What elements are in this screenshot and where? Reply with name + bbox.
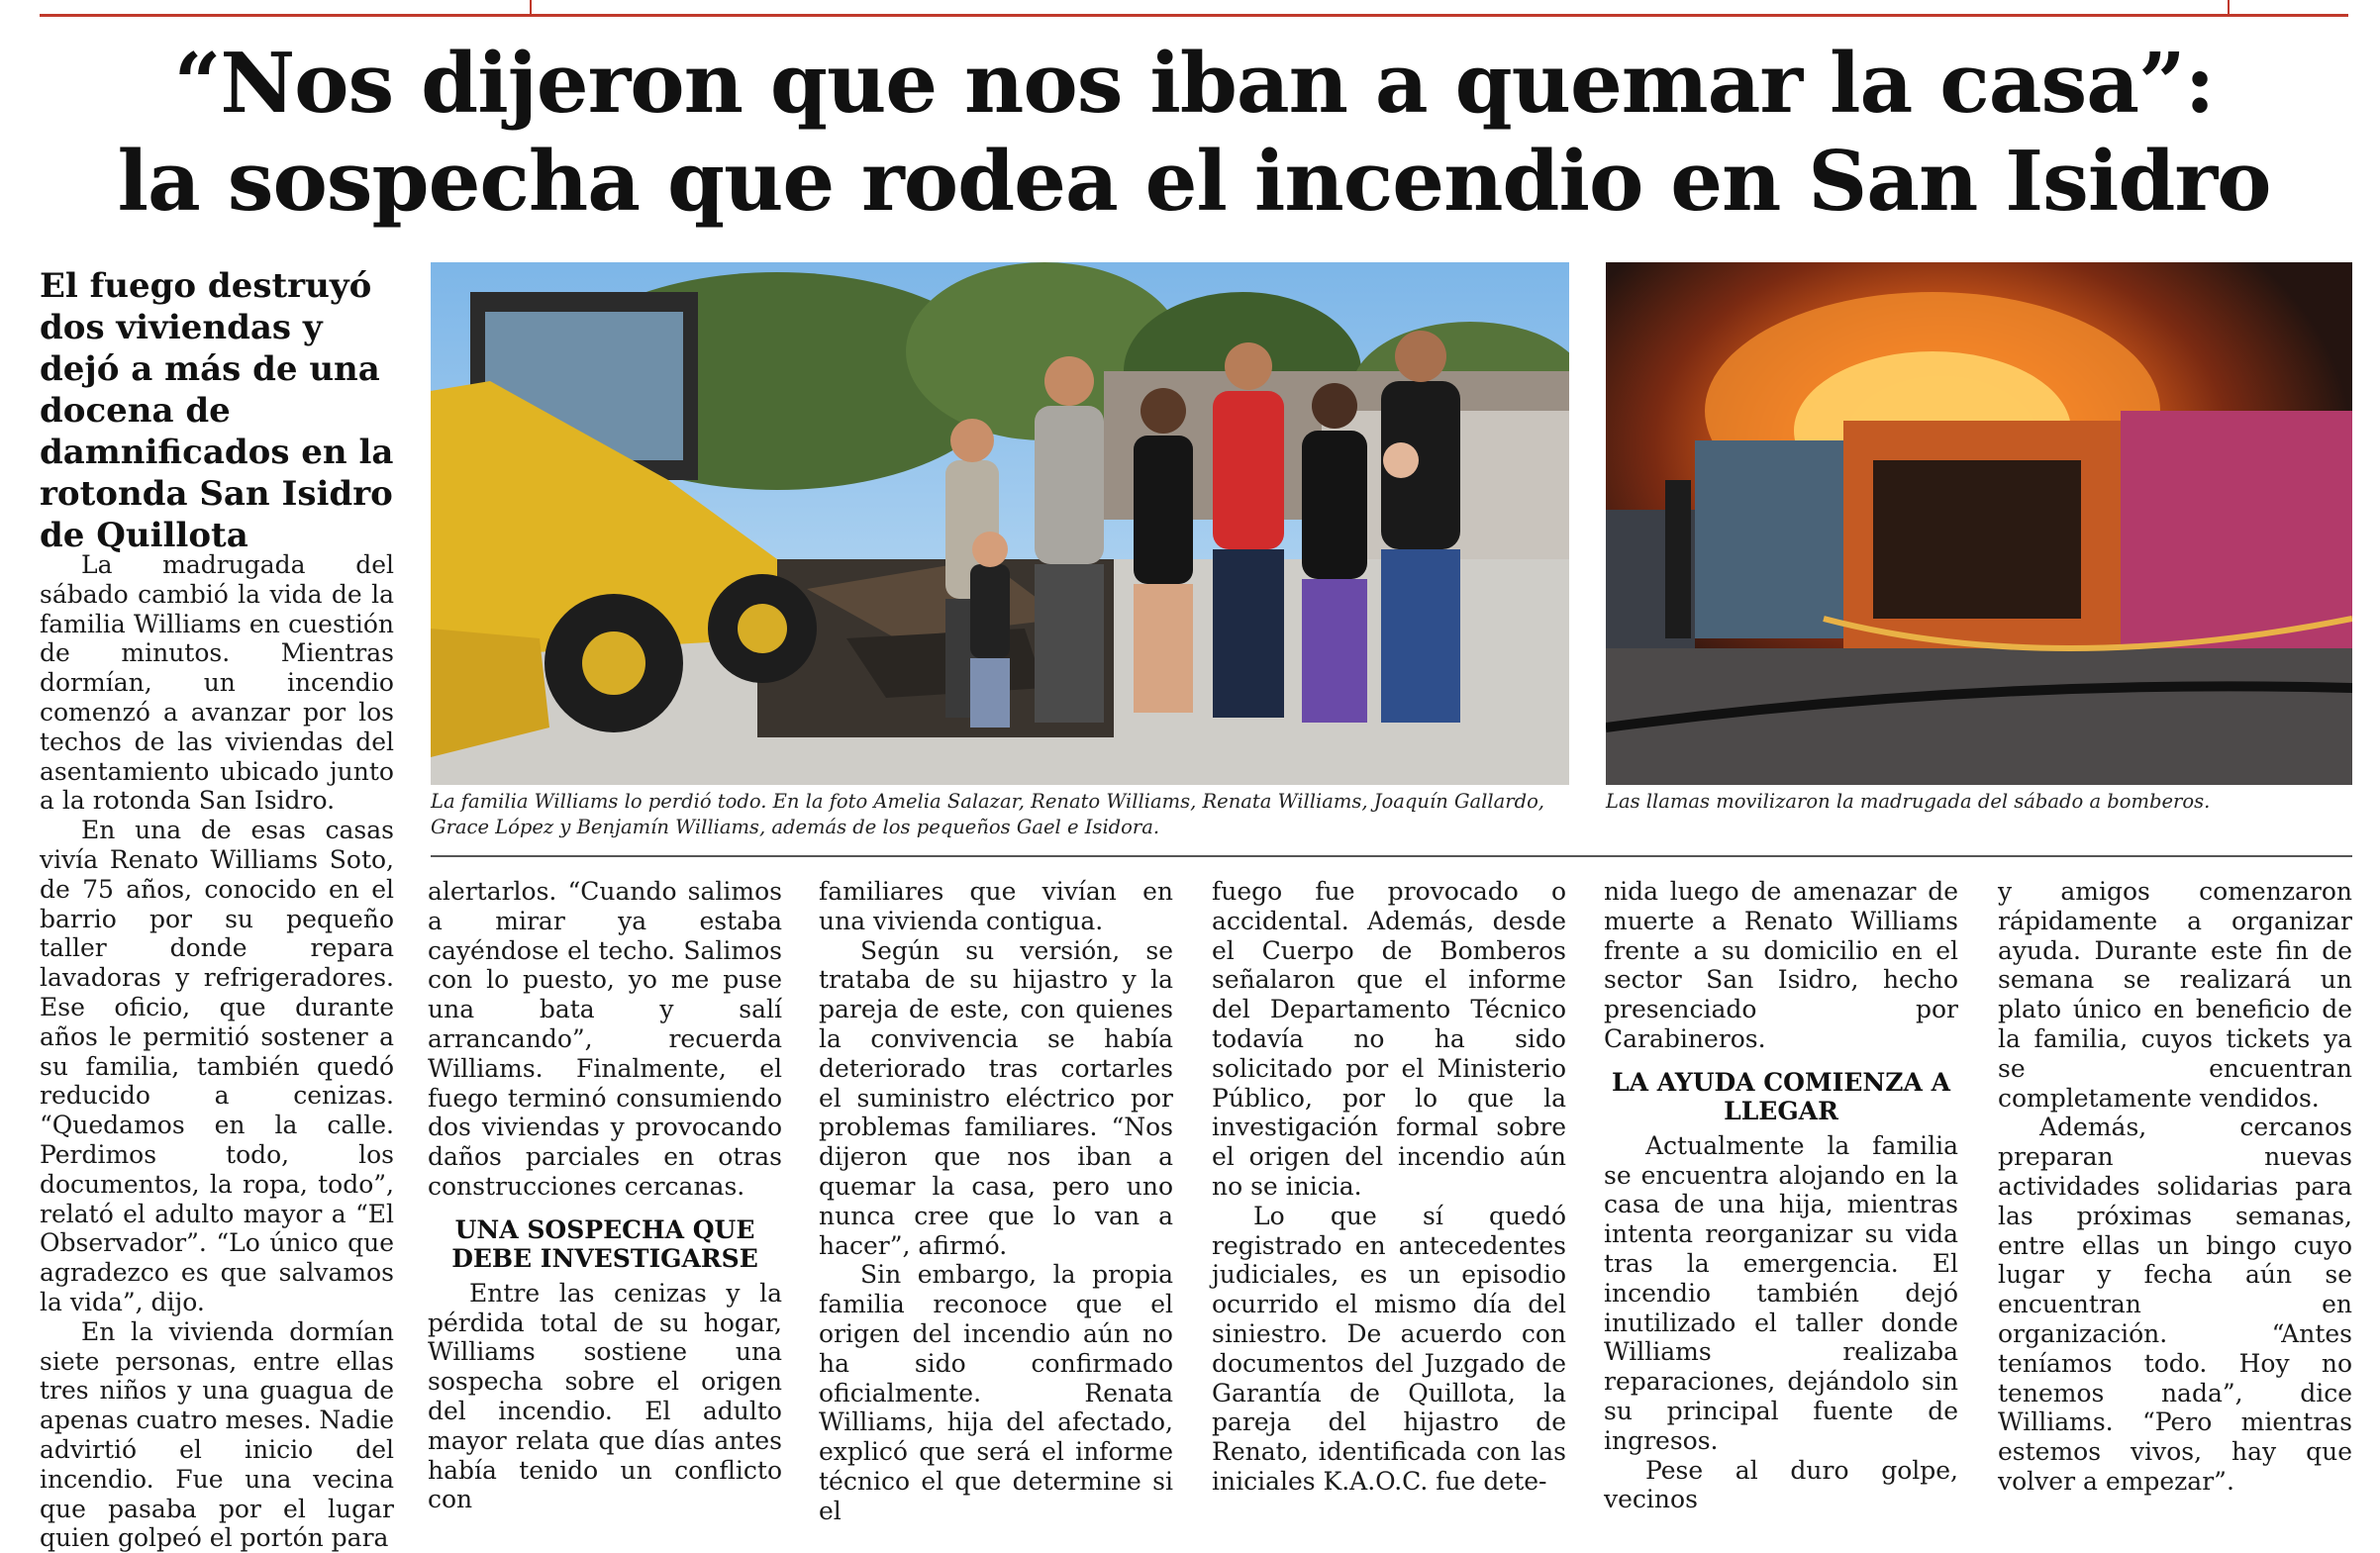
top-rule <box>40 0 2348 17</box>
article-column-2 <box>428 877 782 1514</box>
article-column-1 <box>40 550 394 1553</box>
subheadline: El fuego destruyó dos viviendas y dejó a más de una docena de damnificados en la rotonda San Isidro de Quillota <box>40 266 394 555</box>
paragraph: Pese al duro golpe, vecinos <box>1604 1455 1958 1514</box>
paragraph: alertarlos. “Cuando salimos a mirar ya estaba cayéndose el techo. Salimos con lo puesto, yo me puse una bata y salí arrancando”, recuerda Williams. Finalmente, el fuego terminó consumiendo dos viviendas y provocando daños parciales en otras construcciones cercanas. <box>428 877 782 1201</box>
headline-line-2: la sospecha que rodea el incendio en San Isidro <box>117 133 2271 230</box>
article-column-3 <box>819 877 1173 1526</box>
paragraph: En una de esas casas vivía Renato Williams Soto, de 75 años, conocido en el barrio por su pequeño taller donde repara lavadoras y refrigeradores. Ese oficio, que durante años le permitió sostener a su familia, también quedó reducido a cenizas. “Quedamos en la calle. Perdimos todo, los documentos, la ropa, todo”, relató el adulto mayor a “El Observador”. “Lo único que agradezco es que salvamos la vida”, dijo. <box>40 816 394 1316</box>
section-heading: UNA SOSPECHA QUE DEBE INVESTIGARSE <box>451 1214 758 1273</box>
fire-photo-caption: Las llamas movilizaron la madrugada del sábado a bomberos. <box>1606 790 2211 813</box>
family-photo <box>431 262 1569 785</box>
headline-line-1: “Nos dijeron que nos iban a quemar la casa”: <box>173 35 2215 132</box>
paragraph: nida luego de amenazar de muerte a Renato Williams frente a su domicilio en el sector San Isidro, hecho presenciado por Carabineros. <box>1604 877 1958 1053</box>
fire-photo <box>1606 262 2352 785</box>
section-heading: LA AYUDA COMIENZA A LLEGAR <box>1612 1067 1950 1125</box>
article-column-6 <box>1998 877 2352 1497</box>
paragraph: La madrugada del sábado cambió la vida de la familia Williams en cuestión de minutos. Mientras dormían, un incendio comenzó a avanzar por los techos de las viviendas del asentamiento ubicado junto a la rotonda San Isidro. <box>40 550 394 816</box>
top-rule-divider <box>2228 0 2230 14</box>
paragraph: Actualmente la familia se encuentra alojando en la casa de una hija, mientras intenta reorganizar su vida tras la emergencia. El incendio también dejó inutilizado el taller donde Williams realizaba reparaciones, dejándolo sin su principal fuente de ingresos. <box>1604 1130 1958 1455</box>
paragraph: familiares que vivían en una vivienda contigua. <box>819 877 1173 935</box>
family-photo-caption: La familia Williams lo perdió todo. En la foto Amelia Salazar, Renato Williams, Renata Williams, Joaquín Gallardo, Grace López y Benjamín Williams, además de los pequeños Gael e Isidora. <box>431 790 1545 838</box>
paragraph: Sin embargo, la propia familia reconoce que el origen del incendio aún no ha sido confirmado oficialmente. Renata Williams, hija del afectado, explicó que será el informe técnico el que determine si el <box>819 1260 1173 1525</box>
paragraph: y amigos comenzaron rápidamente a organizar ayuda. Durante este fin de semana se realizará un plato único en beneficio de la familia, cuyos tickets ya se encuentran completamente vendidos. <box>1998 877 2352 1113</box>
paragraph: Lo que sí quedó registrado en antecedentes judiciales, es un episodio ocurrido el mismo día del siniestro. De acuerdo con documentos del Juzgado de Garantía de Quillota, la pareja del hijastro de Renato, identificada con las iniciales K.A.O.C. fue dete- <box>1212 1201 1566 1496</box>
article-column-4 <box>1212 877 1566 1497</box>
paragraph: Entre las cenizas y la pérdida total de su hogar, Williams sostiene una sospecha sobre el origen del incendio. El adulto mayor relata que días antes había tenido un conflicto con <box>428 1278 782 1514</box>
top-rule-divider <box>530 0 532 14</box>
paragraph: En la vivienda dormían siete personas, entre ellas tres niños y una guagua de apenas cuatro meses. Nadie advirtió el inicio del incendio. Fue una vecina que pasaba por el lugar quien golpeó el portón para <box>40 1316 394 1553</box>
paragraph: fuego fue provocado o accidental. Además, desde el Cuerpo de Bomberos señalaron que el informe del Departamento Técnico todavía no ha sido solicitado por el Ministerio Público, por lo que la investigación formal sobre el origen del incendio aún no se inicia. <box>1212 877 1566 1201</box>
paragraph: Además, cercanos preparan nuevas actividades solidarias para las próximas semanas, entre ellas un bingo cuyo lugar y fecha aún se encuentran en organización. “Antes teníamos todo. Hoy no tenemos nada”, dice Williams. “Pero mientras estemos vivos, hay que volver a empezar”. <box>1998 1113 2352 1496</box>
section-divider <box>431 855 2352 857</box>
article-column-5 <box>1604 877 1958 1514</box>
paragraph: Según su versión, se trataba de su hijastro y la pareja de este, con quienes la convivencia se había deteriorado tras cortarles el suministro eléctrico por problemas familiares. “Nos dijeron que nos iban a quemar la casa, pero uno nunca cree que lo van a hacer”, afirmó. <box>819 935 1173 1260</box>
